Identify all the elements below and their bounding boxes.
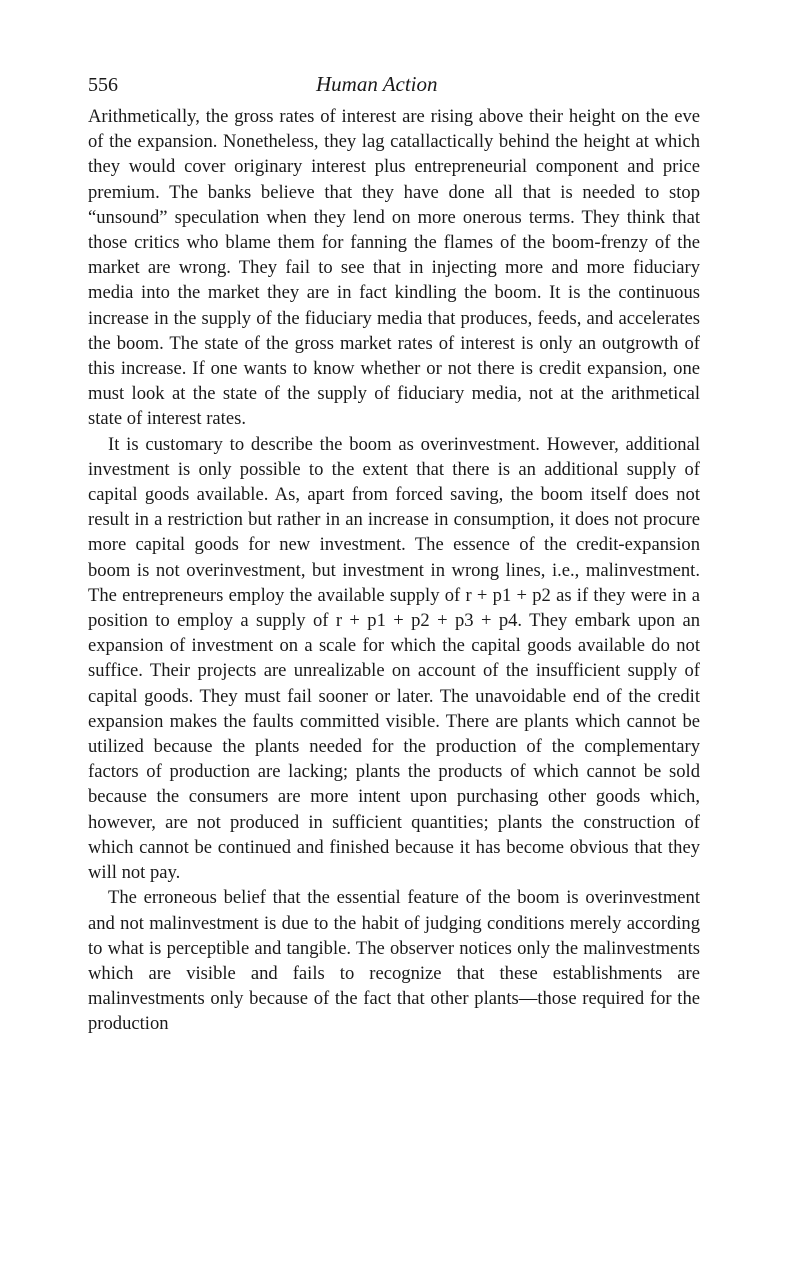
book-page (88, 70, 700, 1037)
paragraph-2: It is customary to describe the boom as overinvestment. However, additional investment is only possible to the extent that there is an additional supply of capital goods available. As, apart from forced saving, the boom itself does not result in a restriction but rather in an increase in consumption, it does not procure more capital goods for new investment. The essence of the credit-expansion boom is not overinvestment, but investment in wrong lines, i.e., malinvestment. The entrepreneurs employ the available supply of r + p1 + p2 as if they were in a position to employ a supply of r + p1 + p2 + p3 + p4. They embark upon an expansion of investment on a scale for which the capital goods available do not suffice. Their projects are unrealizable on account of the insufficient supply of capital goods. They must fail sooner or later. The unavoidable end of the credit expansion makes the faults committed visible. There are plants which cannot be utilized because the plants needed for the production of the complementary factors of production are lacking; plants the products of which cannot be sold because the consumers are more intent upon purchasing other goods which, however, are not produced in sufficient quantities; plants the construction of which cannot be continued and finished because it has become obvious that they will not pay. (88, 433, 700, 884)
page-number: 556 (88, 74, 118, 96)
running-head (88, 70, 700, 104)
book-title: Human Action (316, 72, 438, 96)
paragraph-3: The erroneous belief that the essential feature of the boom is overinvestment and not malinvestment is due to the habit of judging conditions merely according to what is perceptible and tangible. The observer notices only the malinvestments which are visible and fails to recognize that these establishments are malinvestments only because of the fact that other plants—those required for the production (88, 887, 700, 1035)
paragraph-1: Arithmetically, the gross rates of interest are rising above their height on the eve of the expansion. Nonetheless, they lag catallactically behind the height at which they would cover originary interest plus entrepreneurial component and price premium. The banks believe that they have done all that is needed to stop “unsound” speculation when they lend on more onerous terms. They think that those critics who blame them for fanning the flames of the boom-frenzy of the market are wrong. They fail to see that in injecting more and more fiduciary media into the market they are in fact kindling the boom. It is the continuous increase in the supply of the fiduciary media that produces, feeds, and accelerates the boom. The state of the gross market rates of interest is only an outgrowth of this increase. If one wants to know whether or not there is credit expansion, one must look at the state of the supply of fiduciary media, not at the arithmetical state of interest rates. (88, 106, 700, 430)
